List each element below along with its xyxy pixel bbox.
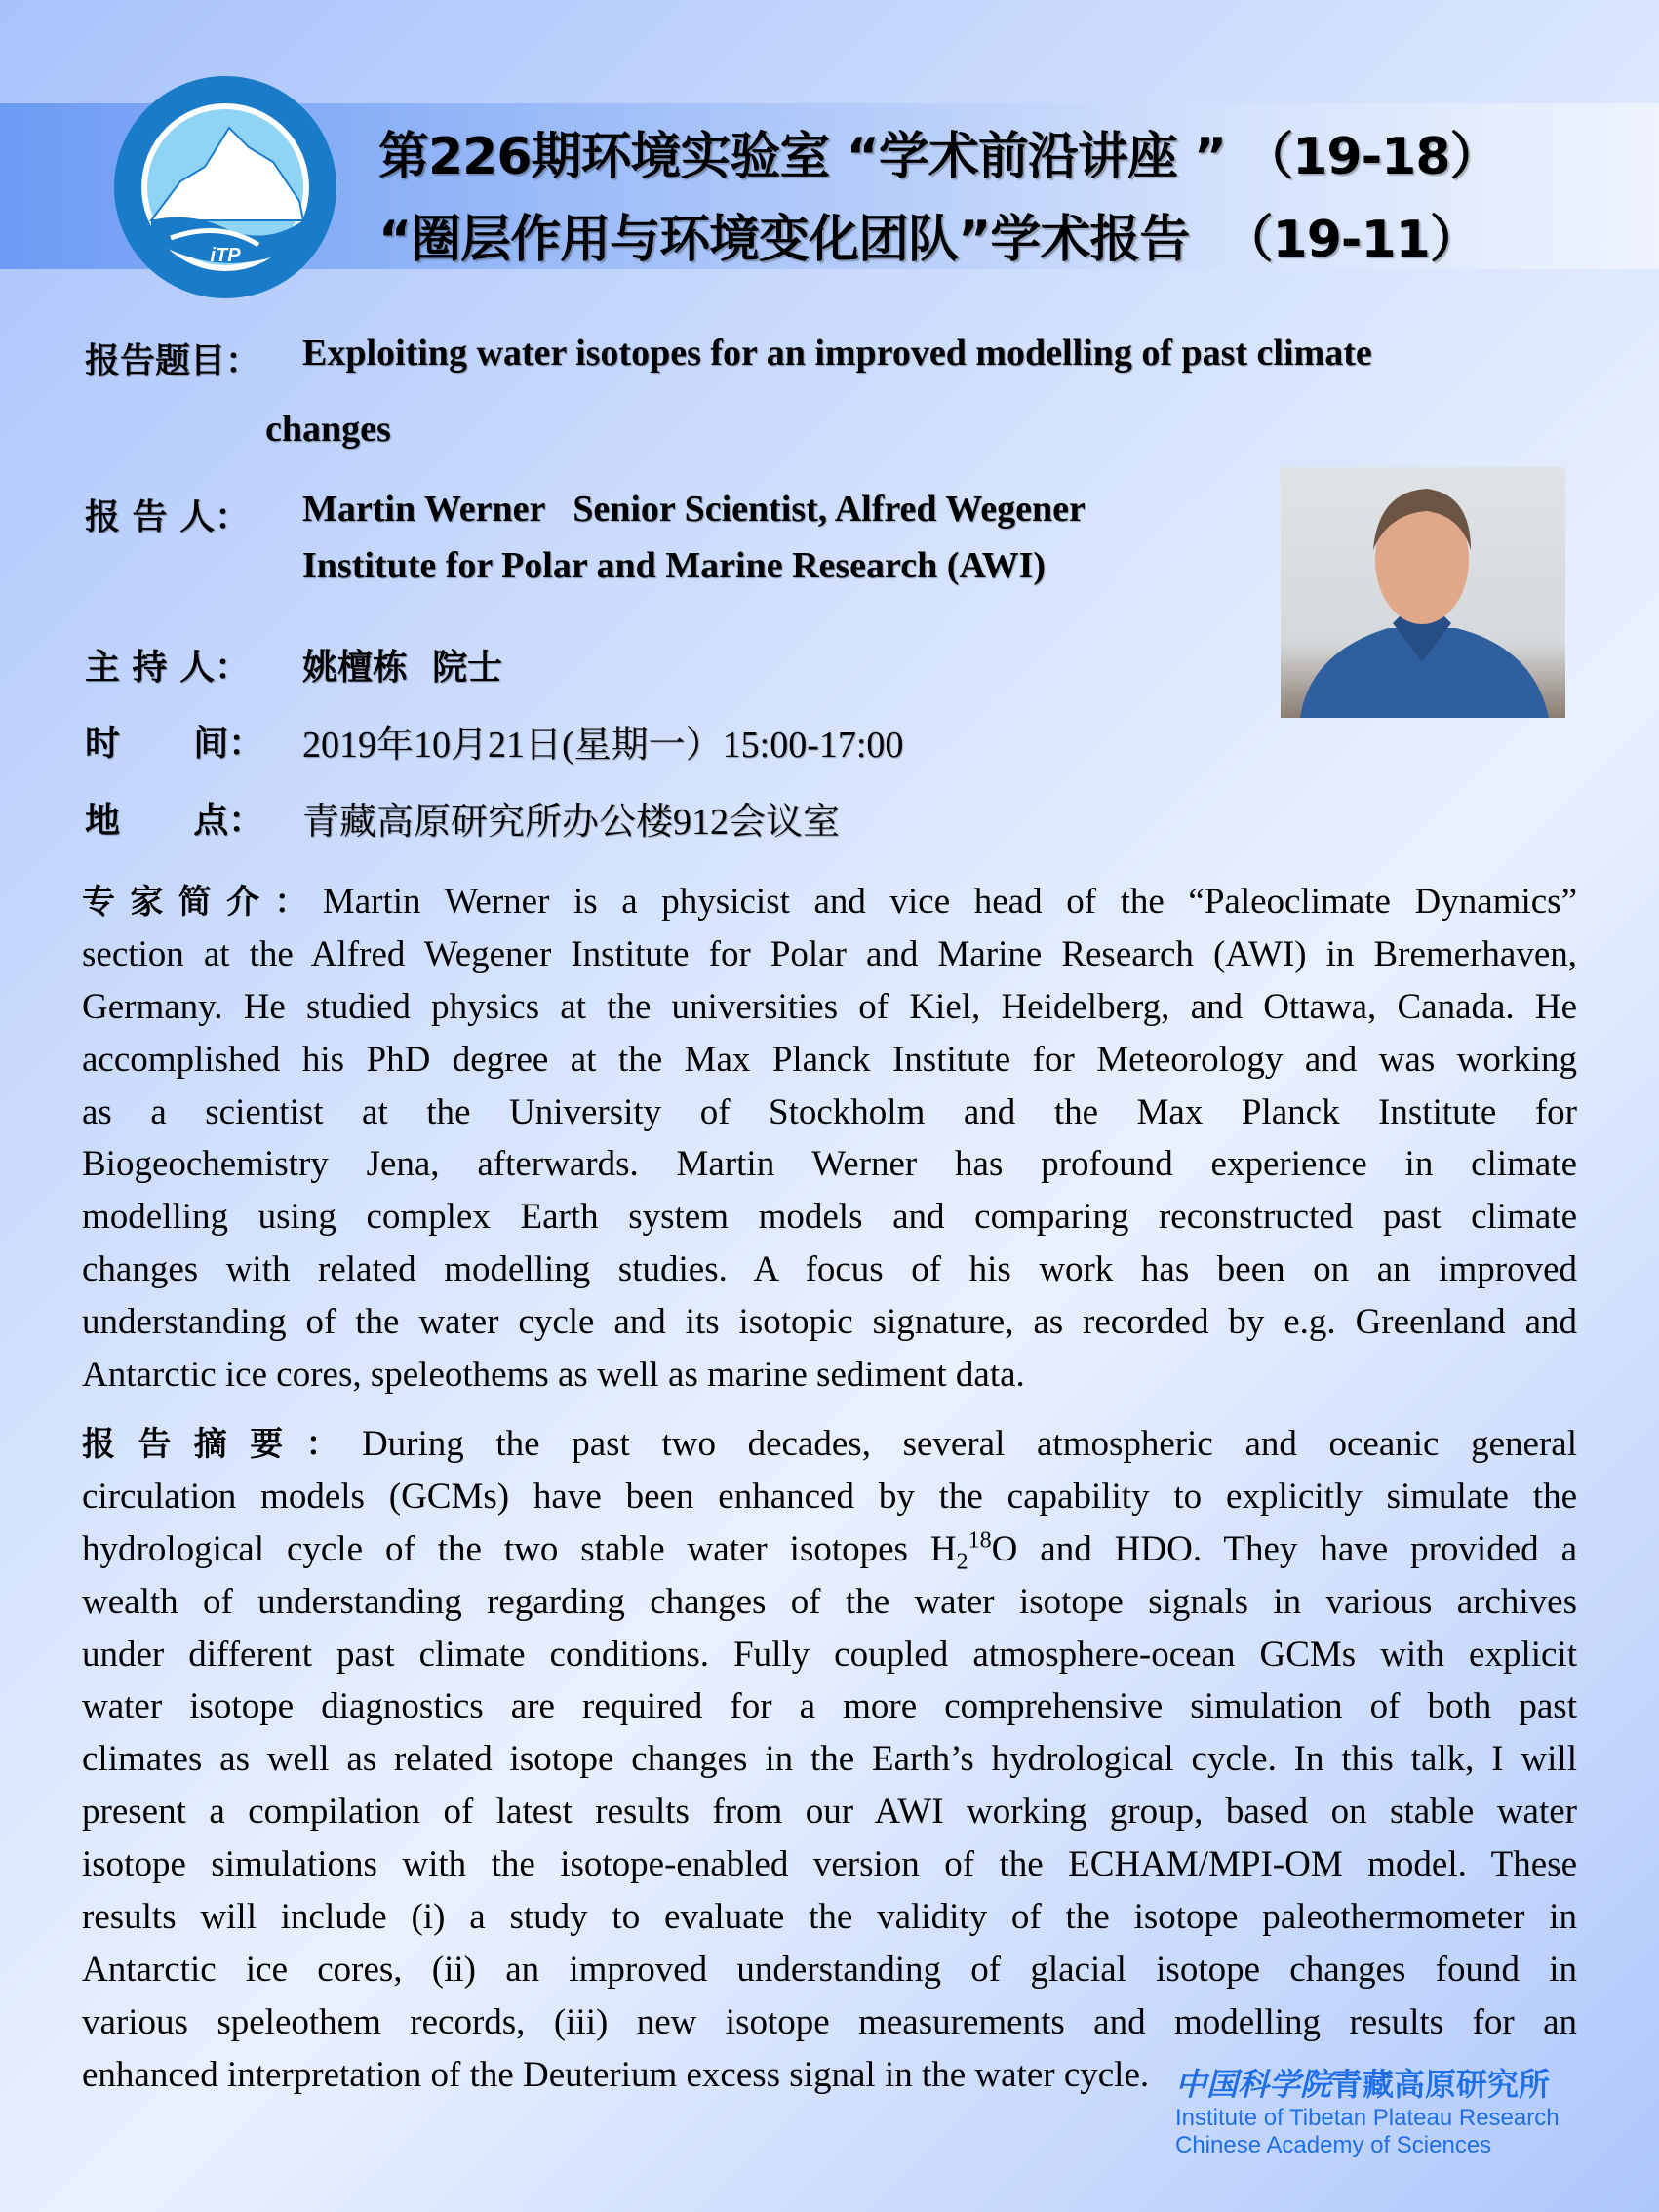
bio-paragraph — [82, 876, 1577, 1402]
footer-cn: 青藏高原研究所 — [1331, 2066, 1551, 2103]
bio-line: Martin Werner is a physicist and vice head of the “Paleoclimate Dynamics” — [322, 882, 1578, 922]
speaker-affiliation: Institute for Polar and Marine Research (AWI) — [302, 545, 1047, 586]
place-label: 地 点： — [85, 801, 264, 841]
time-value: 2019年10月21日(星期一）15:00-17:00 — [302, 725, 904, 766]
abstract-line: present a compilation of latest results from our AWI working group, based on stable water — [82, 1792, 1577, 1833]
abstract-line: various speleothem records, (iii) new isotope measurements and modelling results for an — [82, 2001, 1577, 2042]
abstract-line: under different past climate conditions. Fully coupled atmosphere-ocean GCMs with explicit — [82, 1634, 1577, 1675]
bio-line: as a scientist at the University of Stockholm and the Max Planck Institute for — [82, 1091, 1577, 1132]
abstract-line: enhanced interpretation of the Deuterium excess signal in the water cycle. — [82, 2054, 1150, 2095]
host-value: 姚檀栋 院士 — [302, 648, 503, 688]
footer-en2: Chinese Academy of Sciences — [1175, 2132, 1492, 2158]
bio-line: modelling using complex Earth system models and comparing reconstructed past climate — [82, 1197, 1577, 1238]
speaker-value: Martin Werner Senior Scientist, Alfred Wegener — [302, 489, 1086, 530]
abstract-label: 报告摘要： — [82, 1425, 362, 1464]
bio-line: changes with related modelling studies. A focus of his work has been on an improved — [82, 1249, 1577, 1290]
time-label: 时 间： — [85, 724, 264, 764]
footer-logo — [1175, 2060, 1560, 2159]
abstract-line: results will include (i) a study to evaluate the validity of the isotope paleothermometer in — [82, 1897, 1577, 1938]
abstract-line: isotope simulations with the isotope-enabled version of the ECHAM/MPI-OM model. These — [82, 1844, 1577, 1885]
abstract-line: During the past two decades, several atmospheric and oceanic general — [361, 1424, 1577, 1464]
host-label: 主 持 人： — [85, 648, 251, 688]
itp-logo — [112, 74, 338, 300]
abstract-line: hydrological cycle of the two stable water isotopes $H_2^{18}O$ and HDO. They have provided a — [82, 1527, 1578, 1575]
abstract-paragraph — [82, 1418, 1577, 2102]
bio-line: Antarctic ice cores, speleothems as well as marine sediment data. — [82, 1355, 1025, 1396]
abstract-line: water isotope diagnostics are required for a more comprehensive simulation of both past — [82, 1686, 1577, 1727]
abstract-line: climates as well as related isotope changes in the Earth’s hydrological cycle. In this talk, I will — [82, 1739, 1577, 1780]
place-value: 青藏高原研究所办公楼912会议室 — [302, 802, 841, 843]
topic-value-cont: changes — [265, 409, 391, 450]
footer-en1: Institute of Tibetan Plateau Research — [1175, 2105, 1560, 2131]
bio-line: accomplished his PhD degree at the Max Planck Institute for Meteorology and was working — [82, 1039, 1577, 1080]
bio-line: Biogeochemistry Jena, afterwards. Martin Werner has profound experience in climate — [82, 1144, 1577, 1185]
header-title-line1: 第226期环境实验室 “学术前沿讲座 ” （19-18） — [378, 128, 1500, 186]
speaker-photo — [1281, 467, 1565, 718]
abstract-line: circulation models (GCMs) have been enhanced by the capability to explicitly simulate the — [82, 1476, 1577, 1517]
abstract-line: Antarctic ice cores, (ii) an improved understanding of glacial isotope changes found in — [82, 1949, 1577, 1990]
footer-cas-calligraphy: 中国科学院 — [1175, 2066, 1332, 2103]
bio-label: 专家简介： — [82, 883, 323, 922]
bio-line: Germany. He studied physics at the universities of Kiel, Heidelberg, and Ottawa, Canada. He — [82, 986, 1577, 1027]
topic-label: 报告题目： — [85, 341, 261, 381]
bio-line: understanding of the water cycle and its isotopic signature, as recorded by e.g. Greenland and — [82, 1302, 1577, 1343]
svg-text:iTP: iTP — [210, 245, 241, 266]
bio-line: section at the Alfred Wegener Institute for Polar and Marine Research (AWI) in Bremerhaven, — [82, 933, 1577, 974]
topic-value: Exploiting water isotopes for an improved modelling of past climate — [302, 333, 1372, 374]
speaker-label: 报 告 人： — [85, 497, 251, 537]
header-title-line2: “圈层作用与环境变化团队”学术报告 （19-11） — [378, 211, 1480, 269]
abstract-line: wealth of understanding regarding changes of the water isotope signals in various archives — [82, 1581, 1577, 1622]
